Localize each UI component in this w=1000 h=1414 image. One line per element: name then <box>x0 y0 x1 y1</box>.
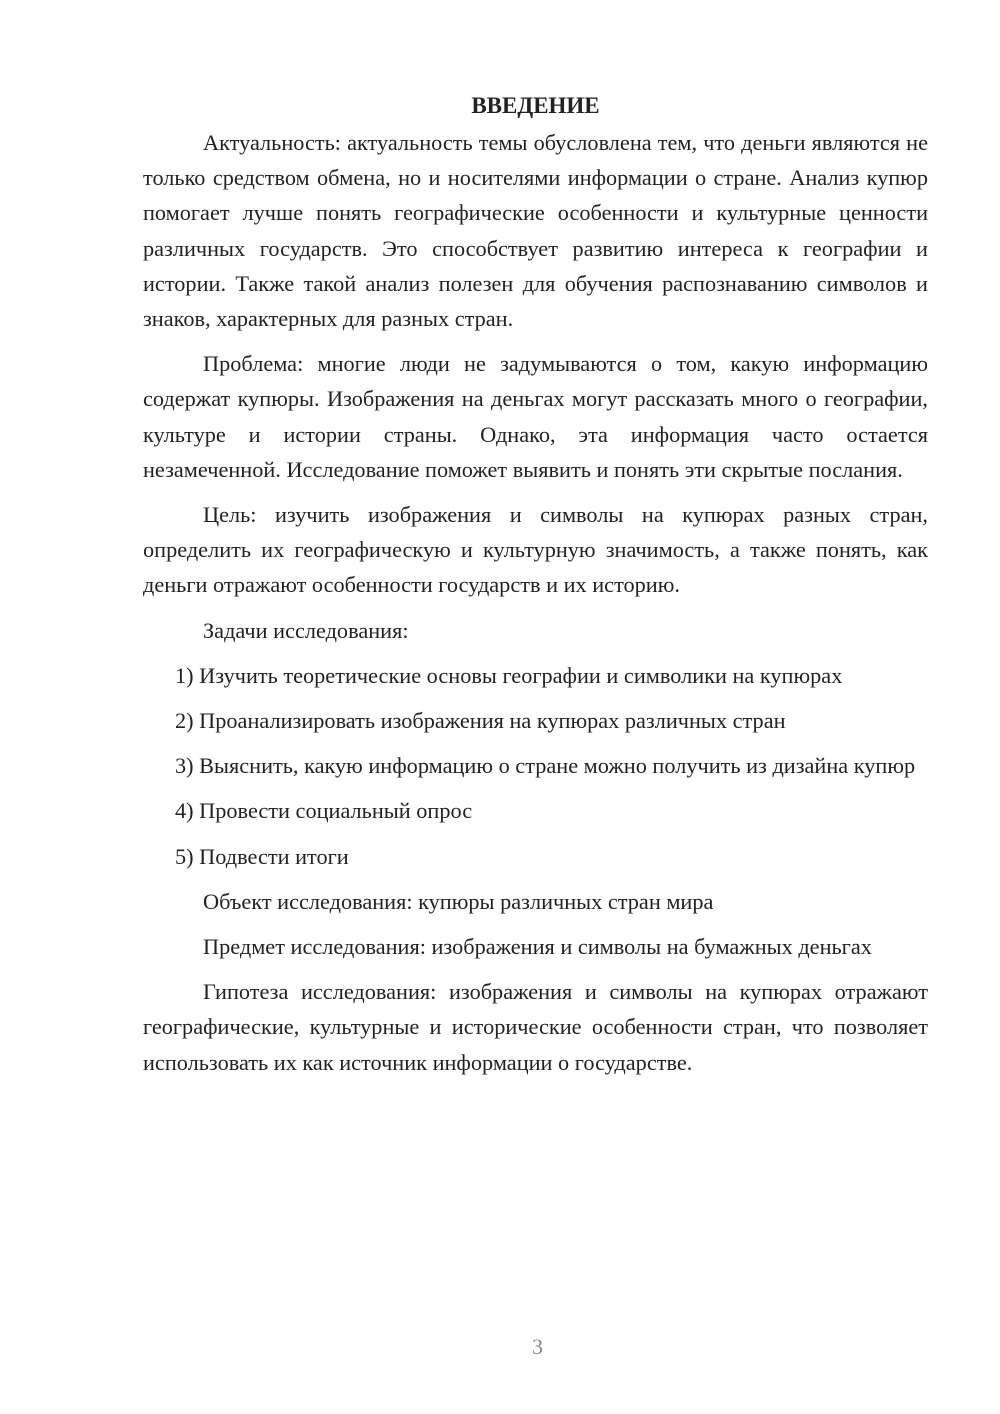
relevance-paragraph: Актуальность: актуальность темы обусловлена тем, что деньги являются не только средством обмена, но и носителями информации о стране. Анализ купюр помогает лучше понять географические особенности и культурные ценности различных государств. Это способствует развитию интереса к географии и истории. Также такой анализ полезен для обучения распознаванию символов и знаков, характерных для разных стран. <box>143 130 928 332</box>
document-page <box>143 88 928 1090</box>
goal-paragraph: Цель: изучить изображения и символы на купюрах разных стран, определить их географическую и культурную значимость, а также понять, как деньги отражают особенности государств и их историю. <box>143 502 928 598</box>
task-item-3: 3) Выяснить, какую информацию о стране можно получить из дизайна купюр <box>175 753 916 779</box>
tasks-heading: Задачи исследования: <box>203 617 409 643</box>
task-item-4: 4) Провести социальный опрос <box>175 798 473 824</box>
hypothesis-paragraph: Гипотеза исследования: изображения и символы на купюрах отражают географические, культурные и исторические особенности стран, что позволяет использовать их как источник информации о государстве. <box>143 979 928 1075</box>
subject-paragraph: Предмет исследования: изображения и символы на бумажных деньгах <box>203 934 872 960</box>
page-number: 3 <box>532 1334 543 1359</box>
task-item-1: 1) Изучить теоретические основы географии и символики на купюрах <box>175 662 843 688</box>
page-title: ВВЕДЕНИЕ <box>471 93 600 118</box>
task-item-2: 2) Проанализировать изображения на купюрах различных стран <box>175 708 786 734</box>
object-paragraph: Объект исследования: купюры различных стран мира <box>203 888 714 914</box>
task-item-5: 5) Подвести итоги <box>175 843 349 869</box>
problem-paragraph: Проблема: многие люди не задумываются о том, какую информацию содержат купюры. Изображения на деньгах могут рассказать много о географии, культуре и истории страны. Однако, эта информация часто остается незамеченной. Исследование поможет выявить и понять эти скрытые послания. <box>143 351 928 482</box>
